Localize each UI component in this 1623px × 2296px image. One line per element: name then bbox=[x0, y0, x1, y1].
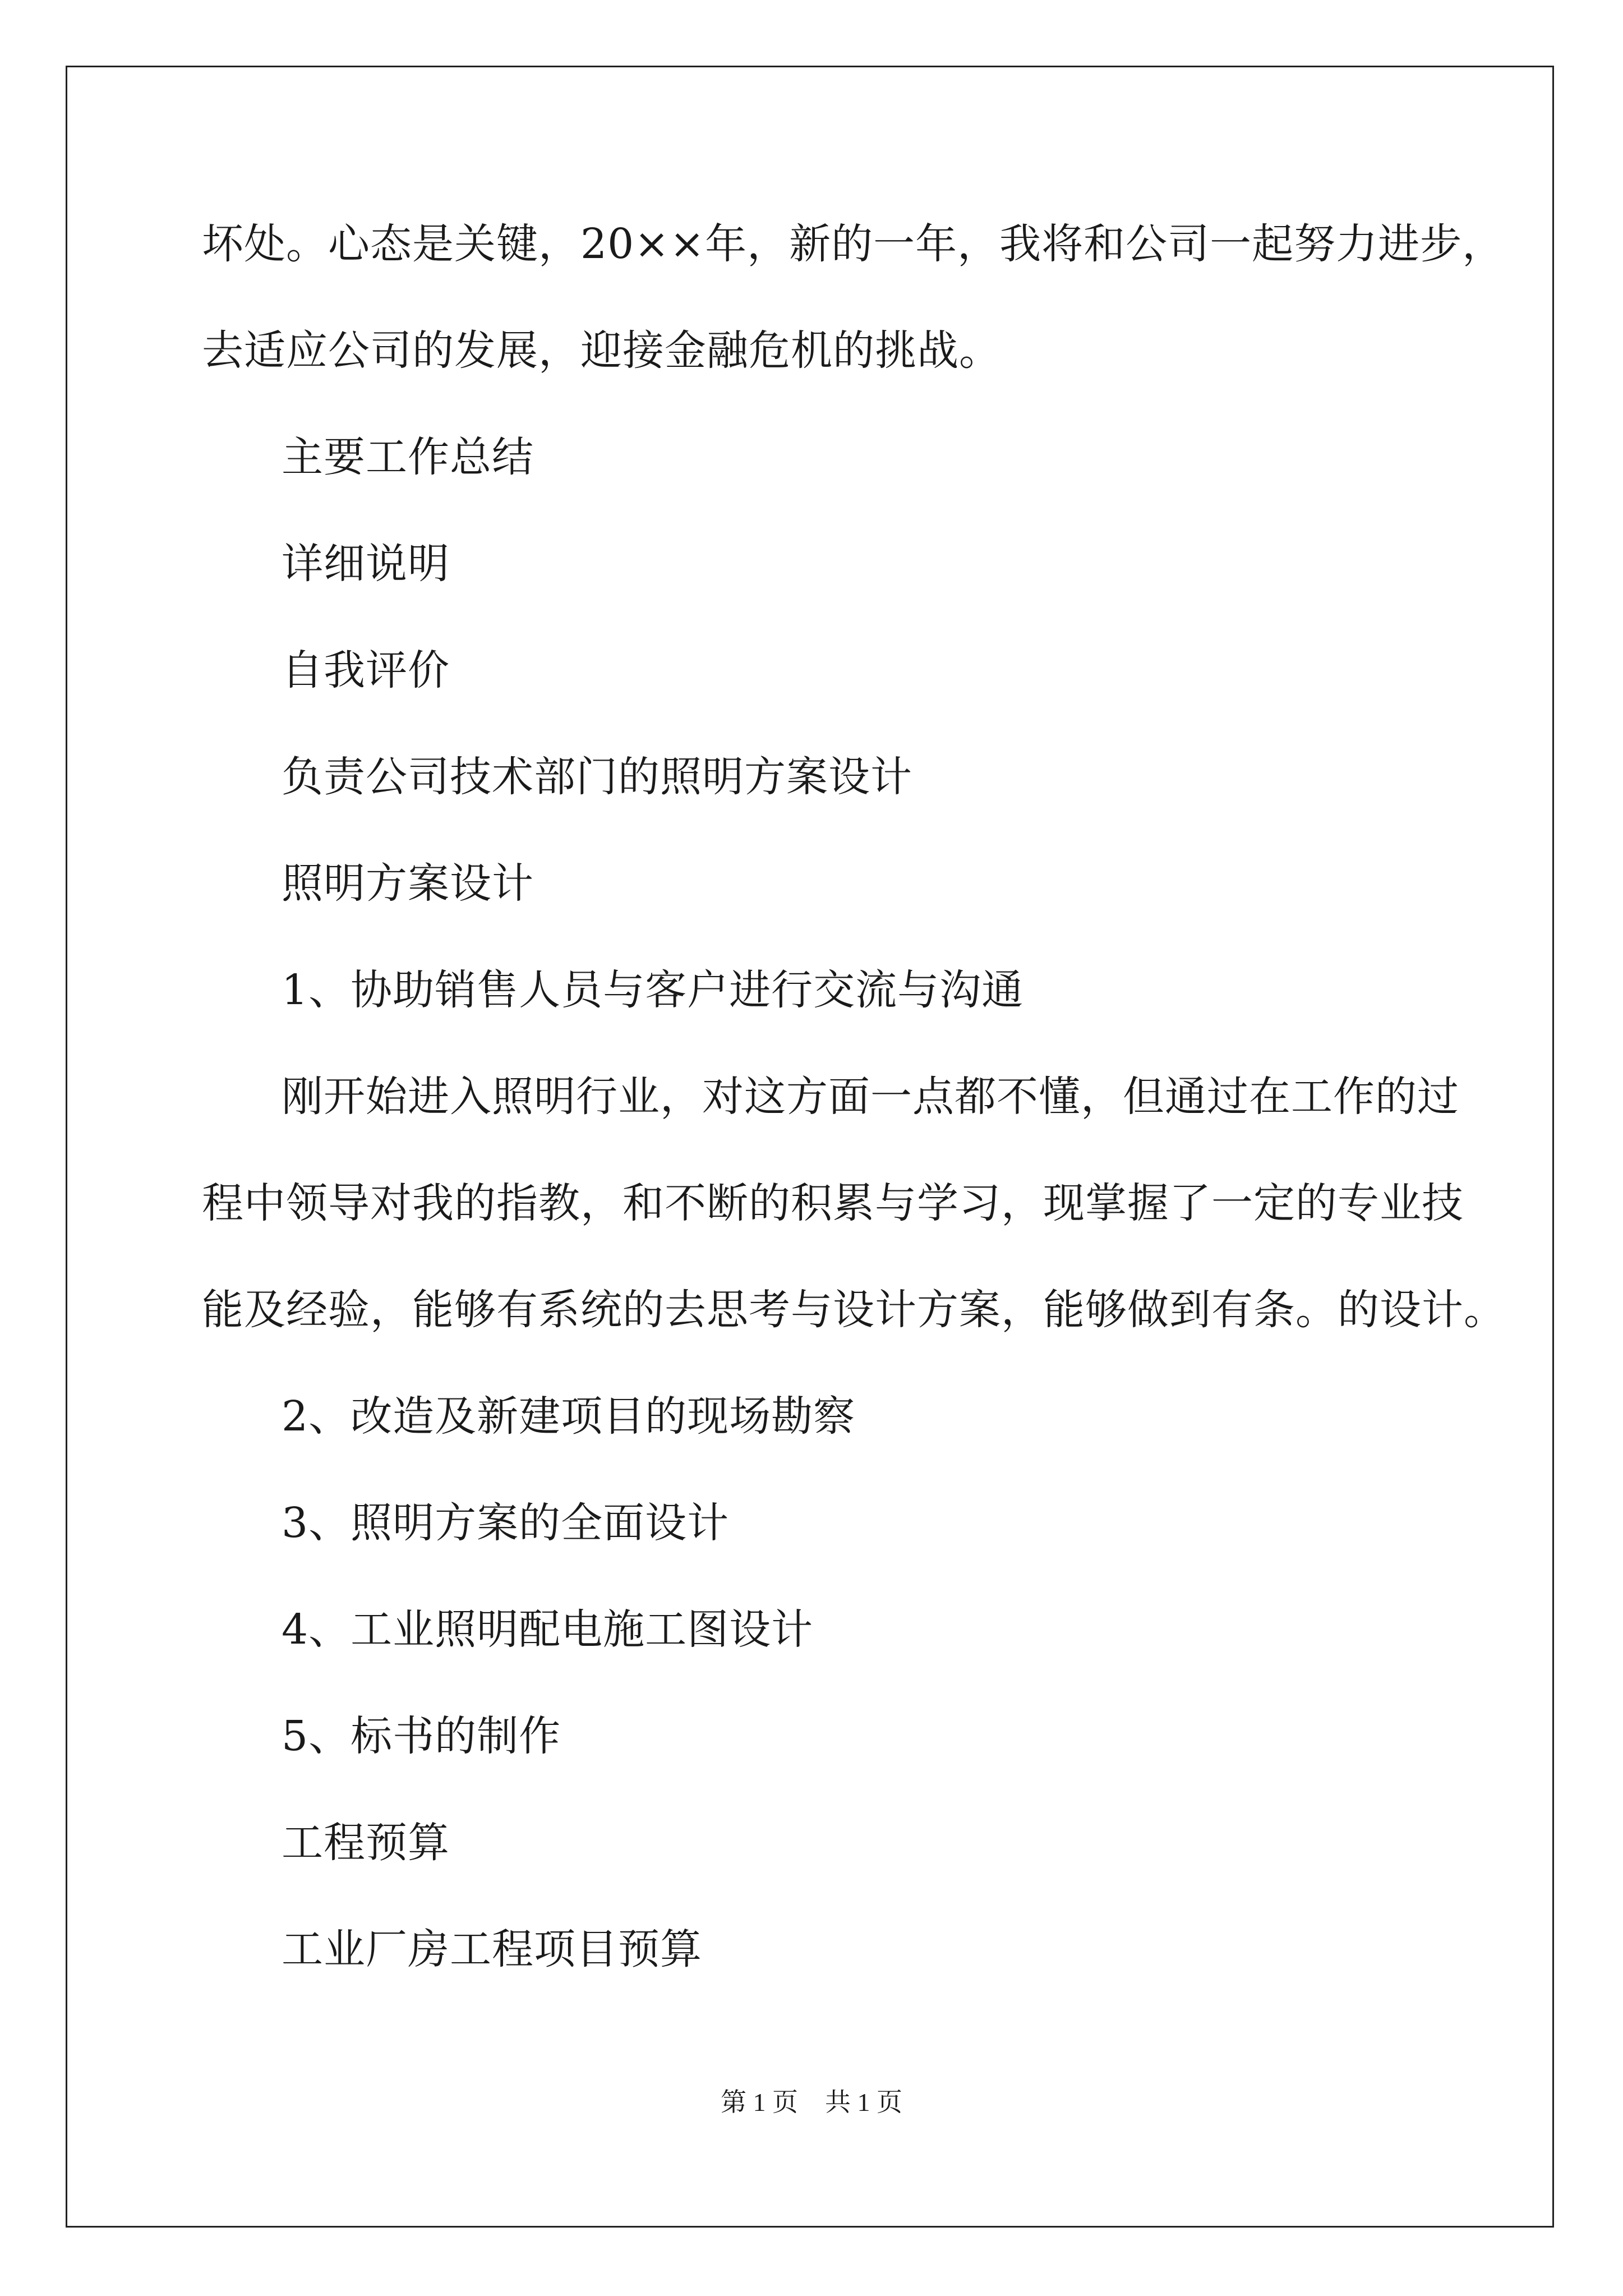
paragraph-line: 刚开始进入照明行业，对这方面一点都不懂，但通过在工作的过 bbox=[282, 1073, 1459, 1121]
section-heading: 照明方案设计 bbox=[282, 859, 534, 908]
section-heading: 工程预算 bbox=[282, 1819, 450, 1867]
paragraph-line: 工业厂房工程项目预算 bbox=[282, 1925, 702, 1973]
paragraph-line: 去适应公司的发展，迎接金融危机的挑战。 bbox=[202, 326, 1001, 375]
document-body bbox=[202, 191, 1506, 2003]
page-footer bbox=[0, 2086, 1623, 2119]
list-item: 2、改造及新建项目的现场勘察 bbox=[282, 1392, 856, 1441]
section-heading: 自我评价 bbox=[282, 646, 450, 694]
page-number: 第 1 页 bbox=[721, 2088, 798, 2116]
page-total: 共 1 页 bbox=[825, 2088, 902, 2116]
list-item: 4、工业照明配电施工图设计 bbox=[282, 1605, 814, 1654]
list-item: 5、标书的制作 bbox=[282, 1712, 561, 1760]
paragraph-line: 负责公司技术部门的照明方案设计 bbox=[282, 753, 912, 801]
section-heading: 主要工作总结 bbox=[282, 433, 534, 481]
section-heading: 详细说明 bbox=[282, 540, 450, 588]
paragraph-line: 能及经验，能够有系统的去思考与设计方案，能够做到有条。的设计。 bbox=[202, 1286, 1506, 1334]
paragraph-line: 程中领导对我的指教，和不断的积累与学习，现掌握了一定的专业技 bbox=[202, 1179, 1464, 1227]
list-item: 1、协助销售人员与客户进行交流与沟通 bbox=[282, 966, 1024, 1014]
list-item: 3、照明方案的全面设计 bbox=[282, 1499, 730, 1547]
paragraph-line: 坏处。心态是关键，20××年，新的一年，我将和公司一起努力进步， bbox=[202, 220, 1505, 268]
